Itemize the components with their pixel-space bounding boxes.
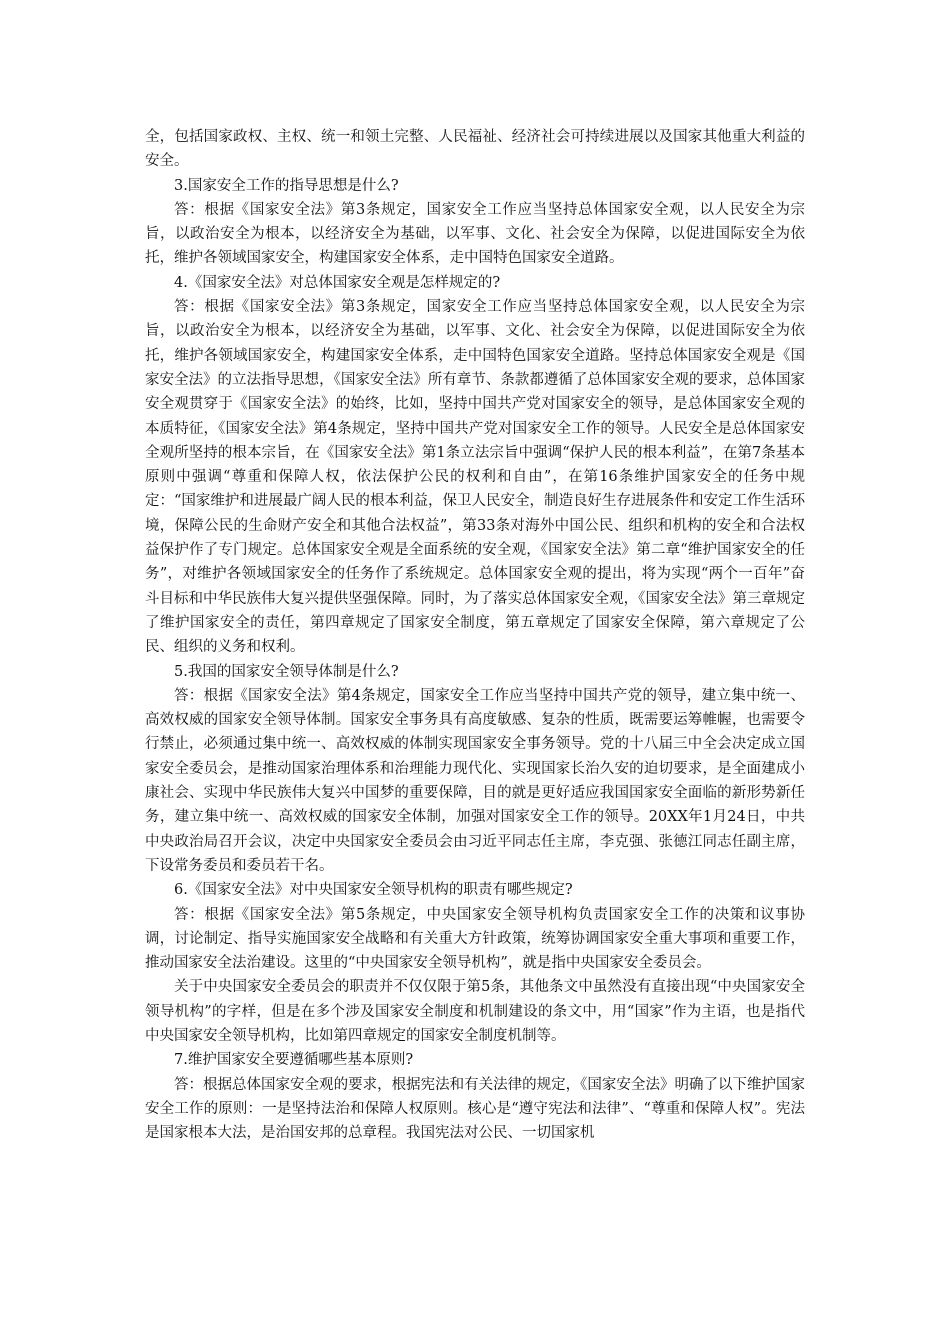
answer-6-supplement: 关于中央国家安全委员会的职责并不仅仅限于第5条，其他条文中虽然没有直接出现“中央国家安全领导机构”的字样，但是在多个涉及国家安全制度和机制建设的条文中，用“国家”作为主语，也是指代中央国家安全领导机构，比如第四章规定的国家安全制度机制等。	[145, 979, 805, 1044]
question-5: 5.我国的国家安全领导体制是什么?	[174, 663, 399, 680]
question-6: 6.《国家安全法》对中央国家安全领导机构的职责有哪些规定?	[174, 882, 573, 899]
paragraph-continuation: 全，包括国家政权、主权、统一和领土完整、人民福祉、经济社会可持续进展以及国家其他重大利益的安全。	[145, 129, 805, 170]
answer-4: 答：根据《国家安全法》第3条规定，国家安全工作应当坚持总体国家安全观，以人民安全为宗旨，以政治安全为根本，以经济安全为基础，以军事、文化、社会安全为保障，以促进国际安全为依托，维护各领域国家安全，构建国家安全体系，走中国特色国家安全道路。坚持总体国家安全观是《国家安全法》的立法指导思想，《国家安全法》所有章节、条款都遵循了总体国家安全观的要求，总体国家安全观贯穿于《国家安全法》的始终，比如，坚持中国共产党对国家安全的领导，是总体国家安全观的本质特征，《国家安全法》第4条规定，坚持中国共产党对国家安全工作的领导。人民安全是总体国家安全观所坚持的根本宗旨，在《国家安全法》第1条立法宗旨中强调“保护人民的根本利益”，在第7条基本原则中强调“尊重和保障人权，依法保护公民的权利和自由”，在第16条维护国家安全的任务中规定：“国家维护和进展最广阔人民的根本利益，保卫人民安全，制造良好生存进展条件和安定工作生活环境，保障公民的生命财产安全和其他合法权益”，第33条对海外中国公民、组织和机构的安全和合法权益保护作了专门规定。总体国家安全观是全面系统的安全观，《国家安全法》第二章“维护国家安全的任务”，对维护各领域国家安全的任务作了系统规定。总体国家安全观的提出，将为实现“两个一百年”奋斗目标和中华民族伟大复兴提供坚强保障。同时，为了落实总体国家安全观，《国家安全法》第三章规定了维护国家安全的责任，第四章规定了国家安全制度，第五章规定了国家安全保障，第六章规定了公民、组织的义务和权利。	[145, 299, 805, 656]
question-3: 3.国家安全工作的指导思想是什么?	[174, 177, 399, 194]
answer-3: 答：根据《国家安全法》第3条规定，国家安全工作应当坚持总体国家安全观，以人民安全为宗旨，以政治安全为根本，以经济安全为基础，以军事、文化、社会安全为保障，以促进国际安全为依托，维护各领域国家安全，构建国家安全体系，走中国特色国家安全道路。	[145, 201, 805, 267]
question-7: 7.维护国家安全要遵循哪些基本原则?	[174, 1052, 414, 1069]
question-4: 4.《国家安全法》对总体国家安全观是怎样规定的?	[174, 274, 501, 291]
document-page	[145, 125, 805, 1145]
answer-5: 答：根据《国家安全法》第4条规定，国家安全工作应当坚持中国共产党的领导，建立集中统一、高效权威的国家安全领导体制。国家安全事务具有高度敏感、复杂的性质，既需要运筹帷幄，也需要令行禁止，必须通过集中统一、高效权威的体制实现国家安全事务领导。党的十八届三中全会决定成立国家安全委员会，是推动国家治理体系和治理能力现代化、实现国家长治久安的迫切要求，是全面建成小康社会、实现中华民族伟大复兴中国梦的重要保障，目的就是更好适应我国国家安全面临的新形势新任务，建立集中统一、高效权威的国家安全体制，加强对国家安全工作的领导。20XX年1月24日，中共中央政治局召开会议，决定中央国家安全委员会由习近平同志任主席，李克强、张德江同志任副主席，下设常务委员和委员若干名。	[145, 687, 805, 874]
answer-6: 答：根据《国家安全法》第5条规定，中央国家安全领导机构负责国家安全工作的决策和议事协调，讨论制定、指导实施国家安全战略和有关重大方针政策，统筹协调国家安全重大事项和重要工作，推动国家安全法治建设。这里的“中央国家安全领导机构”，就是指中央国家安全委员会。	[145, 906, 805, 972]
answer-7: 答：根据总体国家安全观的要求，根据宪法和有关法律的规定，《国家安全法》明确了以下维护国家安全工作的原则：一是坚持法治和保障人权原则。核心是“遵守宪法和法律”、“尊重和保障人权”。宪法是国家根本大法，是治国安邦的总章程。我国宪法对公民、一切国家机	[145, 1076, 805, 1142]
